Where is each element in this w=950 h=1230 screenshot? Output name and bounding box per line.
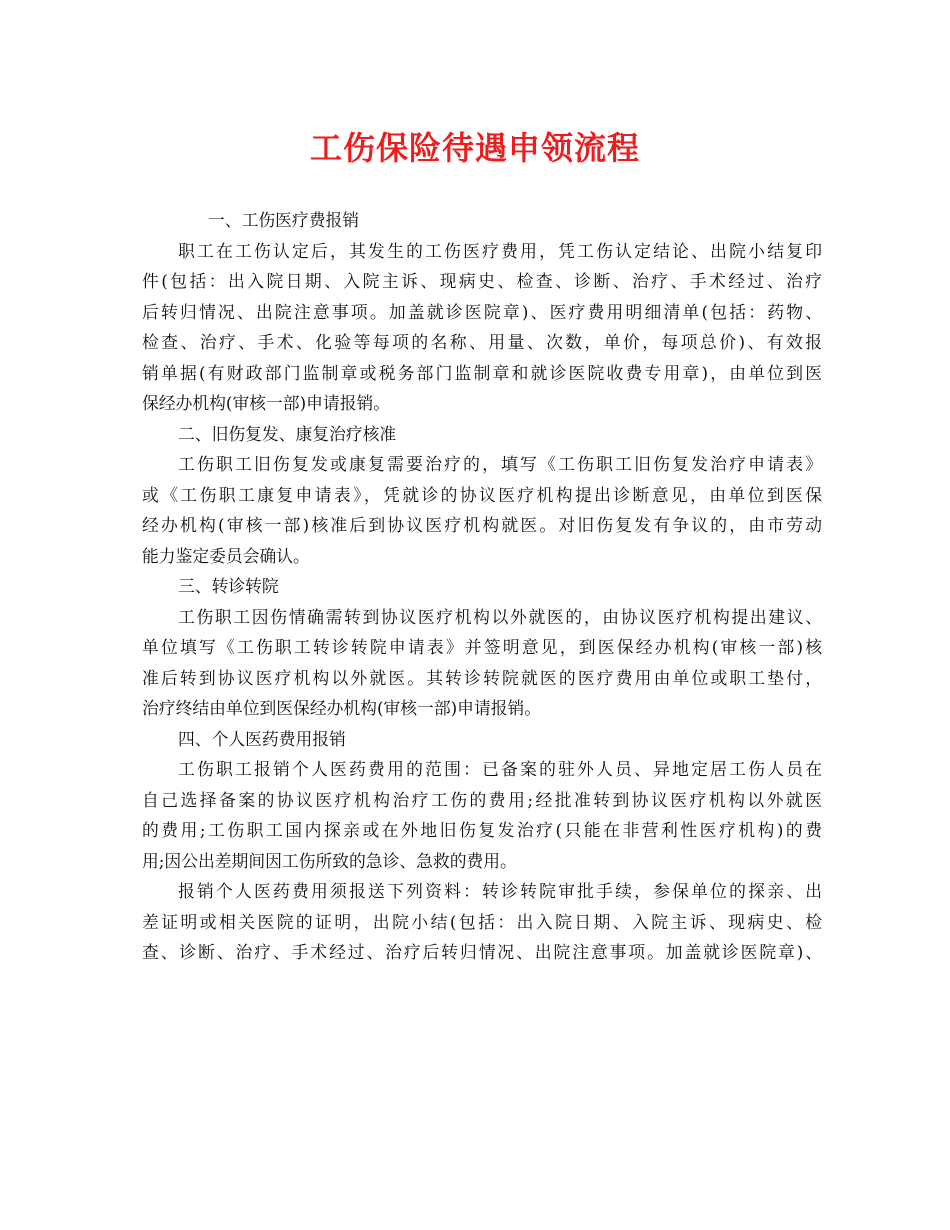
paragraph-line: 职工在工伤认定后，其发生的工伤医疗费用，凭工伤认定结论、出院小结复印 — [178, 240, 822, 261]
paragraph-line: 差证明或相关医院的证明，出院小结(包括：出入院日期、入院主诉、现病史、检 — [142, 911, 822, 932]
paragraph-line: 销单据(有财政部门监制章或税务部门监制章和就诊医院收费专用章)，由单位到医 — [142, 362, 822, 383]
paragraph-line: 工伤职工报销个人医药费用的范围：已备案的驻外人员、异地定居工伤人员在 — [178, 759, 822, 779]
paragraph-line: 查、诊断、治疗、手术经过、治疗后转归情况、出院注意事项。加盖就诊医院章)、 — [142, 942, 822, 962]
section-heading: 一、工伤医疗费报销 — [208, 210, 360, 230]
paragraph-line: 的费用;工伤职工国内探亲或在外地旧伤复发治疗(只能在非营利性医疗机构)的费 — [142, 820, 822, 840]
section-heading: 四、个人医药费用报销 — [178, 728, 346, 749]
paragraph-line: 能力鉴定委员会确认。 — [142, 545, 310, 566]
paragraph-line: 或《工伤职工康复申请表》，凭就诊的协议医疗机构提出诊断意见，由单位到医保 — [142, 484, 822, 505]
document-body — [142, 205, 822, 968]
paragraph-line: 单位填写《工伤职工转诊转院申请表》并签明意见，到医保经办机构(审核一部)核 — [142, 637, 822, 657]
paragraph-line: 用;因公出差期间因工伤所致的急诊、急救的费用。 — [142, 850, 517, 871]
paragraph-line: 治疗终结由单位到医保经办机构(审核一部)申请报销。 — [142, 698, 542, 718]
paragraph-line: 自己选择备案的协议医疗机构治疗工伤的费用;经批准转到协议医疗机构以外就医 — [142, 789, 822, 810]
paragraph-line: 报销个人医药费用须报送下列资料：转诊转院审批手续，参保单位的探亲、出 — [178, 881, 822, 901]
paragraph-line: 保经办机构(审核一部)申请报销。 — [142, 393, 391, 413]
paragraph-line: 工伤职工因伤情确需转到协议医疗机构以外就医的，由协议医疗机构提出建议、 — [178, 606, 822, 627]
paragraph-line: 后转归情况、出院注意事项。加盖就诊医院章)、医疗费用明细清单(包括：药物、 — [142, 301, 822, 322]
paragraph-line: 经办机构(审核一部)核准后到协议医疗机构就医。对旧伤复发有争议的，由市劳动 — [142, 515, 822, 535]
section-heading: 二、旧伤复发、康复治疗核准 — [178, 423, 397, 444]
paragraph-line: 件(包括：出入院日期、入院主诉、现病史、检查、诊断、治疗、手术经过、治疗 — [142, 271, 822, 291]
paragraph-line: 工伤职工旧伤复发或康复需要治疗的，填写《工伤职工旧伤复发治疗申请表》 — [178, 454, 822, 474]
document-title: 工伤保险待遇申领流程 — [309, 129, 640, 167]
paragraph-line: 检查、治疗、手术、化验等每项的名称、用量、次数，单价，每项总价)、有效报 — [142, 332, 822, 352]
paragraph-line: 准后转到协议医疗机构以外就医。其转诊转院就医的医疗费用由单位或职工垫付， — [142, 667, 822, 688]
section-heading: 三、转诊转院 — [178, 576, 279, 596]
